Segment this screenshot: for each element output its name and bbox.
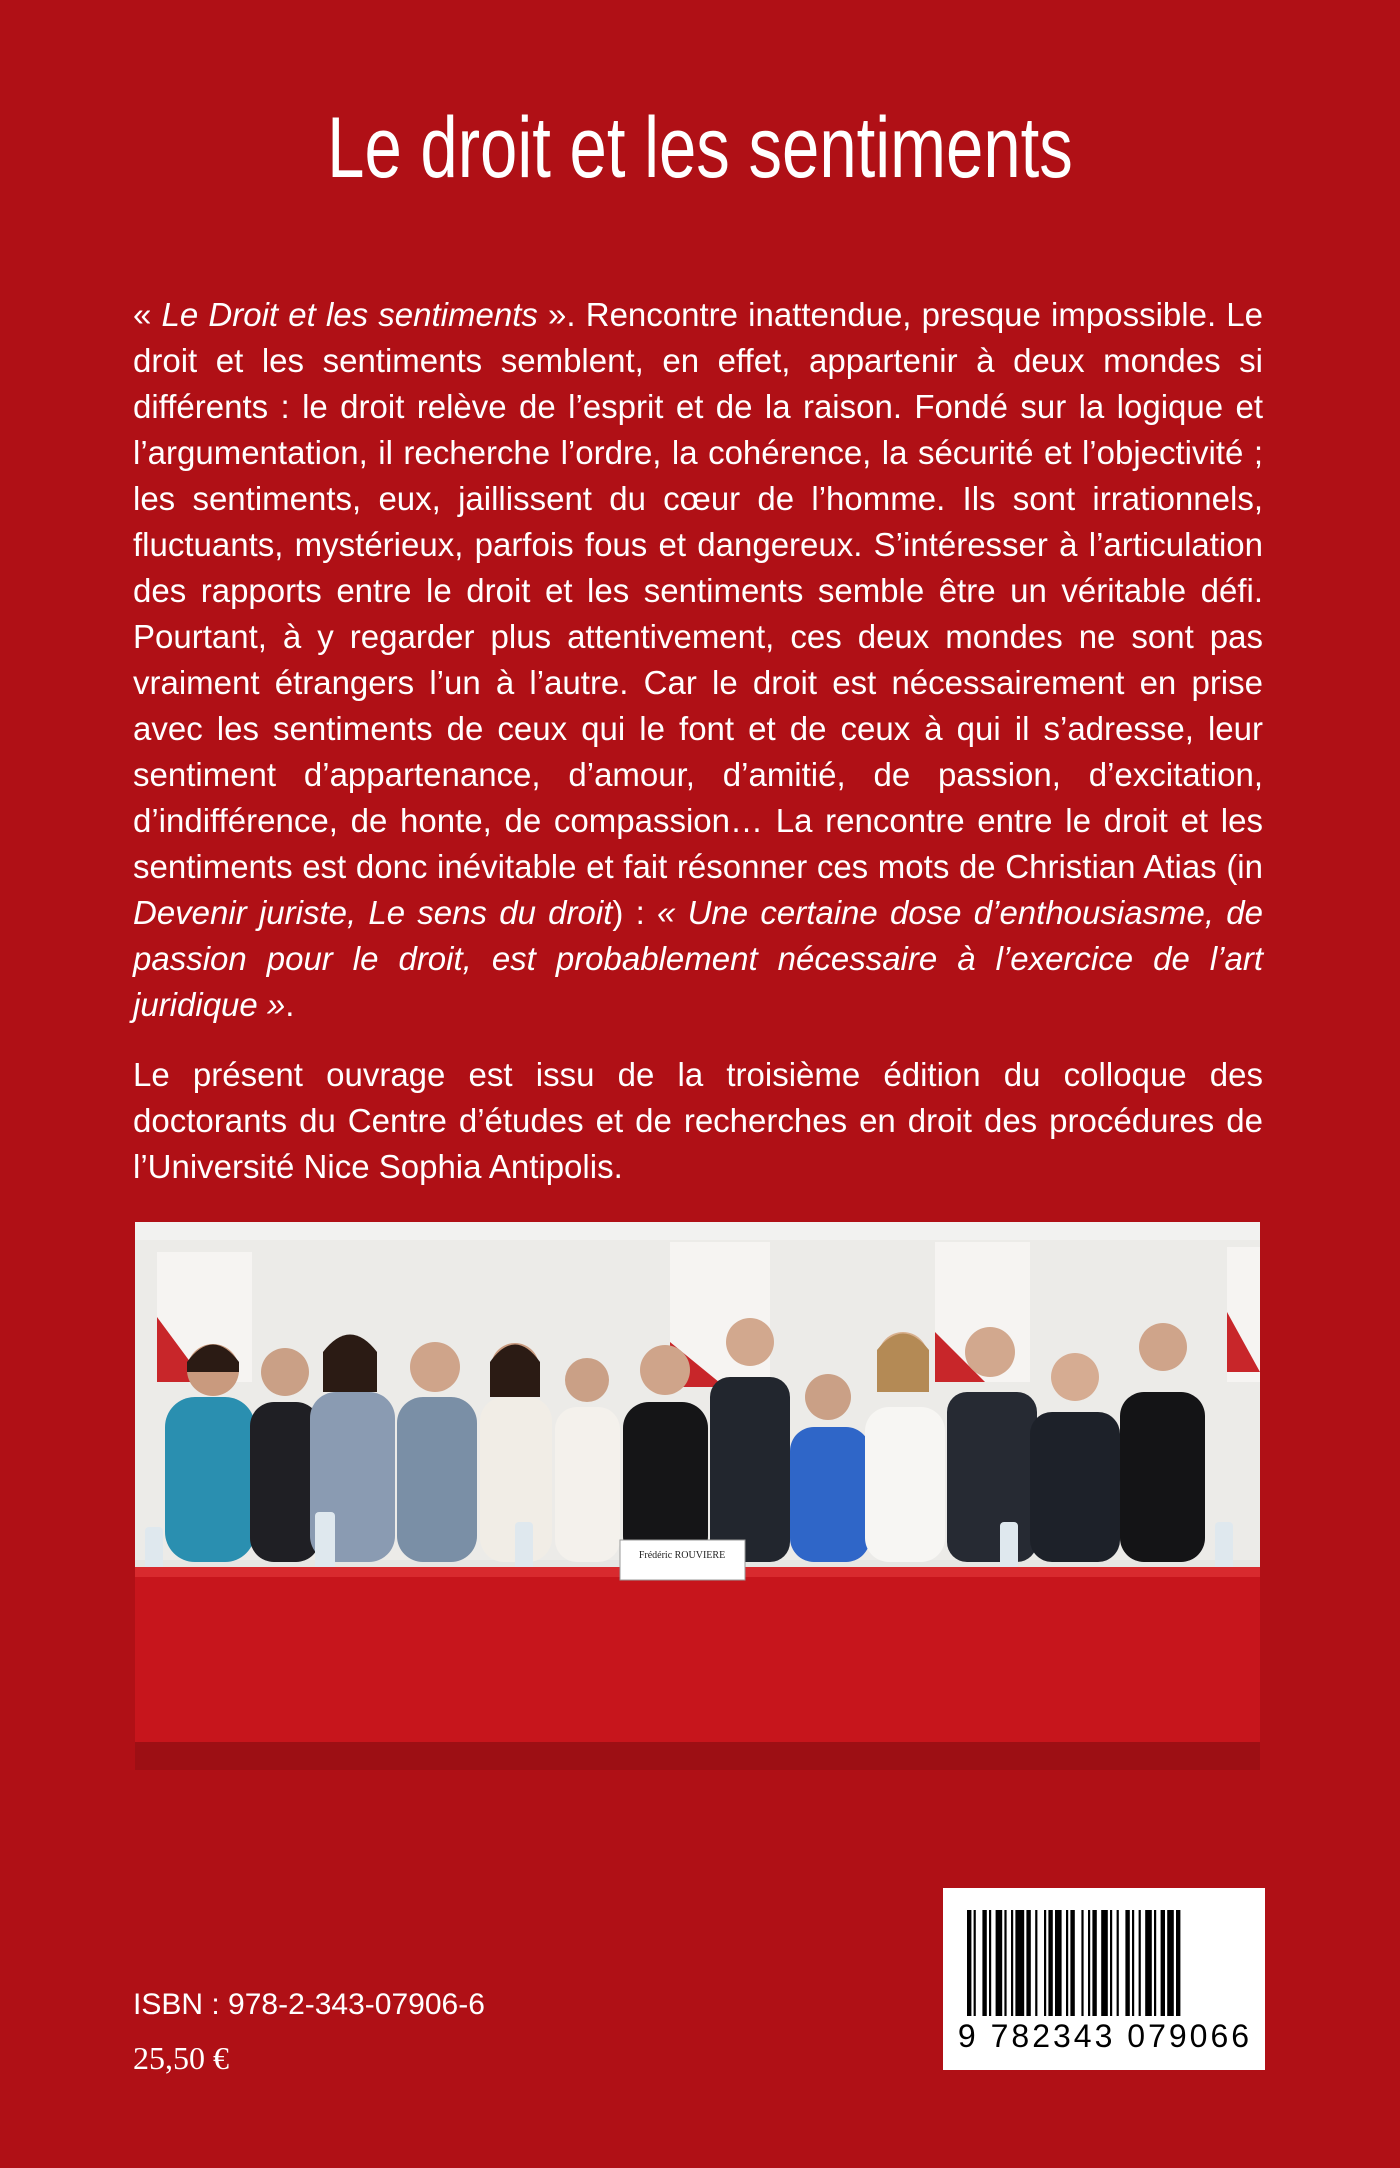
barcode-bar [967, 1910, 971, 2016]
blurb-part2: ) : [612, 894, 657, 931]
group-photo [135, 1222, 1260, 1770]
barcode-bar [1048, 1910, 1052, 2016]
barcode-bar [1139, 1910, 1141, 2016]
back-cover-blurb [133, 292, 1263, 1028]
barcode-bar [989, 1910, 991, 2016]
barcode-bar [1092, 1910, 1096, 2016]
barcode-bar [1044, 1910, 1046, 2016]
isbn-label: ISBN : 978-2-343-07906-6 [133, 1988, 485, 2021]
barcode-bar [996, 1910, 1003, 2016]
barcode-bar [1055, 1910, 1062, 2016]
colloquium-note: Le présent ouvrage est issu de la troisième édition du colloque des doctorants du Centre d’études et de recherches en droit des procédures de l’Université Nice Sophia Antipolis. [133, 1056, 1263, 1185]
barcode-bar [1088, 1910, 1090, 2016]
barcode-bar [1110, 1910, 1112, 2016]
barcode-bar [1132, 1910, 1134, 2016]
barcode-bar [1161, 1910, 1165, 2016]
barcode-bars [967, 1910, 1241, 2016]
barcode-bar [1125, 1910, 1129, 2016]
book-title: Le droit et les sentiments [327, 100, 1073, 196]
blurb-quoted-title: Le Droit et les sentiments [161, 296, 538, 333]
barcode-bar [1081, 1910, 1083, 2016]
blurb-citation: « Une certaine dose d’enthousiasme, de passion pour le droit, est probablement nécessaire à l’exercice de l’art juridique » [133, 894, 1264, 1023]
barcode-number: 9 782343 079066 [957, 2018, 1253, 2054]
barcode-bar [1167, 1910, 1174, 2016]
barcode-bar [1035, 1910, 1037, 2016]
nameplate-text: Frédéric ROUVIERE [638, 1550, 726, 1561]
barcode-bar [1176, 1910, 1180, 2016]
barcode [943, 1888, 1265, 2070]
price-label: 25,50 € [133, 2040, 229, 2076]
barcode-bar [982, 1910, 986, 2016]
barcode-bar [1026, 1910, 1030, 2016]
barcode-bar [1070, 1910, 1074, 2016]
barcode-bar [1011, 1910, 1013, 2016]
blurb-part1: ». Rencontre inattendue, presque impossible. Le droit et les sentiments semblent, en effet, appartenir à deux mondes si différents : le droit relève de l’esprit et de la raison. Fondé sur la logique et l’argumentation, il recherche l’ordre, la cohérence, la sécurité et l’objectivité ; les sentiments, eux, jaillissent du cœur de l’homme. Ils sont irrationnels, fluctuants, mystérieux, parfois fous et dangereux. S’intéresser à l’articulation des rapports entre le droit et les sentiments semble être un véritable défi. Pourtant, à y regarder plus attentivement, ces deux mondes ne sont pas vraiment étrangers l’un à l’autre. Car le droit est nécessairement en prise avec les sentiments de ceux qui le font et de ceux à qui il s’adresse, leur sentiment d’appartenance, d’amour, d’amitié, de passion, d’excitation, d’indifférence, de honte, de compassion… La rencontre entre le droit et les sentiments est donc inévitable et fait résonner ces mots de Christian Atias (in [133, 296, 1263, 885]
blurb-book-title: Devenir juriste, Le sens du droit [133, 894, 613, 931]
barcode-bar [974, 1910, 976, 2016]
barcode-bar [1066, 1910, 1068, 2016]
barcode-bar [1101, 1910, 1108, 2016]
barcode-bar [1145, 1910, 1152, 2016]
barcode-bar [1004, 1910, 1006, 2016]
barcode-bar [1154, 1910, 1156, 2016]
blurb-quote-open: « [133, 296, 162, 333]
blurb-end: . [285, 986, 295, 1023]
barcode-bar [1117, 1910, 1119, 2016]
barcode-bar [1015, 1910, 1024, 2016]
